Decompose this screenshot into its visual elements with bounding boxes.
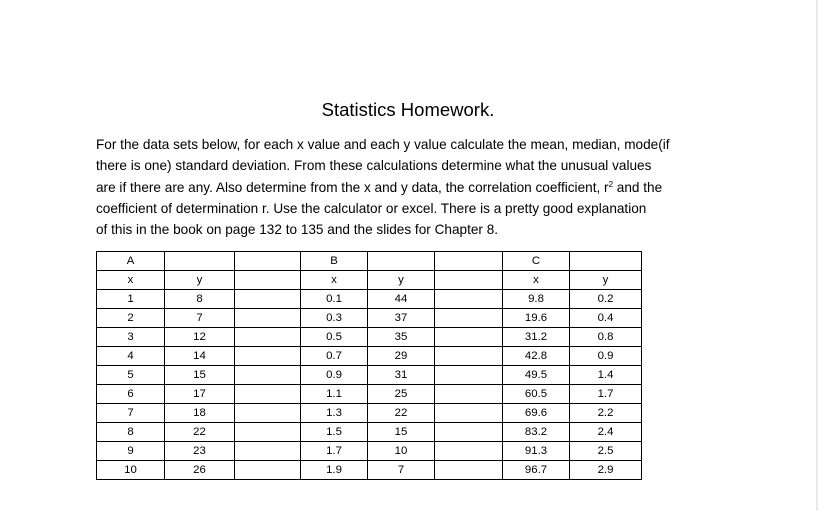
paragraph-line-text: are if there are any. Also determine from the x and y data, the correlation coefficient, r (96, 179, 609, 195)
table-row (97, 404, 642, 423)
table-cell[interactable]: 0.3 (301, 309, 368, 328)
table-cell[interactable] (235, 252, 301, 271)
header-x-c[interactable]: x (503, 271, 570, 290)
table-row (97, 461, 642, 480)
table-cell[interactable] (435, 461, 503, 480)
table-cell[interactable] (235, 461, 301, 480)
header-y-b[interactable]: y (368, 271, 435, 290)
table-cell[interactable]: 26 (165, 461, 235, 480)
data-table (96, 251, 642, 480)
table-cell[interactable]: 44 (368, 290, 435, 309)
table-cell[interactable] (235, 385, 301, 404)
table-cell[interactable] (435, 385, 503, 404)
table-cell[interactable] (435, 271, 503, 290)
table-cell[interactable]: 91.3 (503, 442, 570, 461)
table-cell[interactable]: 49.5 (503, 366, 570, 385)
table-cell[interactable] (435, 423, 503, 442)
table-cell[interactable]: 9 (97, 442, 165, 461)
table-cell[interactable]: 31 (368, 366, 435, 385)
table-cell[interactable]: 1 (97, 290, 165, 309)
table-cell[interactable]: 0.9 (301, 366, 368, 385)
table-cell[interactable]: 22 (368, 404, 435, 423)
table-cell[interactable]: 96.7 (503, 461, 570, 480)
header-y-a[interactable]: y (165, 271, 235, 290)
table-cell[interactable]: 7 (165, 309, 235, 328)
table-cell[interactable] (435, 328, 503, 347)
paragraph-line: of this in the book on page 132 to 135 and the slides for Chapter 8. (96, 222, 499, 238)
table-cell[interactable]: 25 (368, 385, 435, 404)
table-cell[interactable] (235, 309, 301, 328)
table-row (97, 328, 642, 347)
table-cell[interactable]: 6 (97, 385, 165, 404)
table-cell[interactable]: 37 (368, 309, 435, 328)
table-cell[interactable]: 0.1 (301, 290, 368, 309)
paragraph-line (96, 177, 724, 198)
set-label-c[interactable]: C (503, 252, 570, 271)
table-cell[interactable]: 10 (368, 442, 435, 461)
table-cell[interactable] (435, 252, 503, 271)
table-cell[interactable]: 1.7 (301, 442, 368, 461)
table-cell[interactable]: 22 (165, 423, 235, 442)
table-row (97, 385, 642, 404)
table-cell[interactable] (235, 442, 301, 461)
table-cell[interactable] (235, 347, 301, 366)
table-cell[interactable] (235, 366, 301, 385)
table-cell[interactable] (235, 328, 301, 347)
table-cell[interactable]: 1.4 (570, 366, 642, 385)
paragraph-line: coefficient of determination r. Use the calculator or excel. There is a pretty good explanation (96, 200, 647, 216)
table-cell[interactable] (368, 252, 435, 271)
table-cell[interactable]: 23 (165, 442, 235, 461)
page-title: Statistics Homework. (321, 99, 495, 120)
table-cell[interactable]: 2.5 (570, 442, 642, 461)
table-cell[interactable] (435, 404, 503, 423)
table-cell[interactable]: 0.2 (570, 290, 642, 309)
table-cell[interactable] (235, 423, 301, 442)
table-cell[interactable] (235, 290, 301, 309)
table-cell[interactable]: 14 (165, 347, 235, 366)
set-label-row (97, 252, 642, 271)
table-cell[interactable]: 8 (97, 423, 165, 442)
table-row (97, 423, 642, 442)
instructions-paragraph (96, 134, 724, 240)
table-row (97, 309, 642, 328)
table-cell[interactable]: 18 (165, 404, 235, 423)
set-label-b[interactable]: B (301, 252, 368, 271)
table-cell[interactable] (165, 252, 235, 271)
table-cell[interactable]: 2.9 (570, 461, 642, 480)
column-header-row (97, 271, 642, 290)
table-cell[interactable] (435, 290, 503, 309)
table-cell[interactable]: 12 (165, 328, 235, 347)
table-cell[interactable] (570, 252, 642, 271)
table-cell[interactable]: 15 (368, 423, 435, 442)
table-cell[interactable]: 35 (368, 328, 435, 347)
table-cell[interactable]: 83.2 (503, 423, 570, 442)
table-cell[interactable]: 0.7 (301, 347, 368, 366)
table-cell[interactable]: 7 (97, 404, 165, 423)
table-cell[interactable]: 2 (97, 309, 165, 328)
table-cell[interactable]: 1.9 (301, 461, 368, 480)
table-cell[interactable]: 1.7 (570, 385, 642, 404)
table-cell[interactable]: 2.2 (570, 404, 642, 423)
table-cell[interactable]: 60.5 (503, 385, 570, 404)
table-row (97, 366, 642, 385)
data-table-body (97, 252, 642, 480)
table-cell[interactable]: 0.8 (570, 328, 642, 347)
r-squared-exponent: 2 (608, 179, 614, 189)
table-cell[interactable]: 3 (97, 328, 165, 347)
table-cell[interactable]: 0.4 (570, 309, 642, 328)
table-cell[interactable]: 17 (165, 385, 235, 404)
table-cell[interactable] (435, 347, 503, 366)
table-cell[interactable]: 15 (165, 366, 235, 385)
table-cell[interactable]: 5 (97, 366, 165, 385)
header-x-a[interactable]: x (97, 271, 165, 290)
table-cell[interactable] (435, 366, 503, 385)
table-cell[interactable]: 8 (165, 290, 235, 309)
paragraph-line: For the data sets below, for each x value and each y value calculate the mean, median, mode(if (96, 137, 670, 152)
table-cell[interactable]: 31.2 (503, 328, 570, 347)
table-cell[interactable]: 29 (368, 347, 435, 366)
table-cell[interactable]: 19.6 (503, 309, 570, 328)
table-cell[interactable]: 1.5 (301, 423, 368, 442)
table-cell[interactable]: 1.3 (301, 404, 368, 423)
table-cell[interactable]: 0.5 (301, 328, 368, 347)
table-cell[interactable]: 0.9 (570, 347, 642, 366)
table-cell[interactable]: 4 (97, 347, 165, 366)
table-cell[interactable]: 42.8 (503, 347, 570, 366)
header-y-c[interactable]: y (570, 271, 642, 290)
paragraph-line-tail: and the (613, 179, 663, 195)
table-row (97, 290, 642, 309)
table-cell[interactable] (435, 309, 503, 328)
table-cell[interactable]: 2.4 (570, 423, 642, 442)
paragraph-line: there is one) standard deviation. From these calculations determine what the unusual values (96, 158, 652, 174)
table-row (97, 347, 642, 366)
table-cell[interactable] (235, 271, 301, 290)
table-cell[interactable] (235, 404, 301, 423)
table-cell[interactable]: 9.8 (503, 290, 570, 309)
table-cell[interactable]: 1.1 (301, 385, 368, 404)
set-label-a[interactable]: A (97, 252, 165, 271)
table-cell[interactable]: 7 (368, 461, 435, 480)
header-x-b[interactable]: x (301, 271, 368, 290)
table-cell[interactable]: 69.6 (503, 404, 570, 423)
table-row (97, 442, 642, 461)
table-cell[interactable] (435, 442, 503, 461)
table-cell[interactable]: 10 (97, 461, 165, 480)
